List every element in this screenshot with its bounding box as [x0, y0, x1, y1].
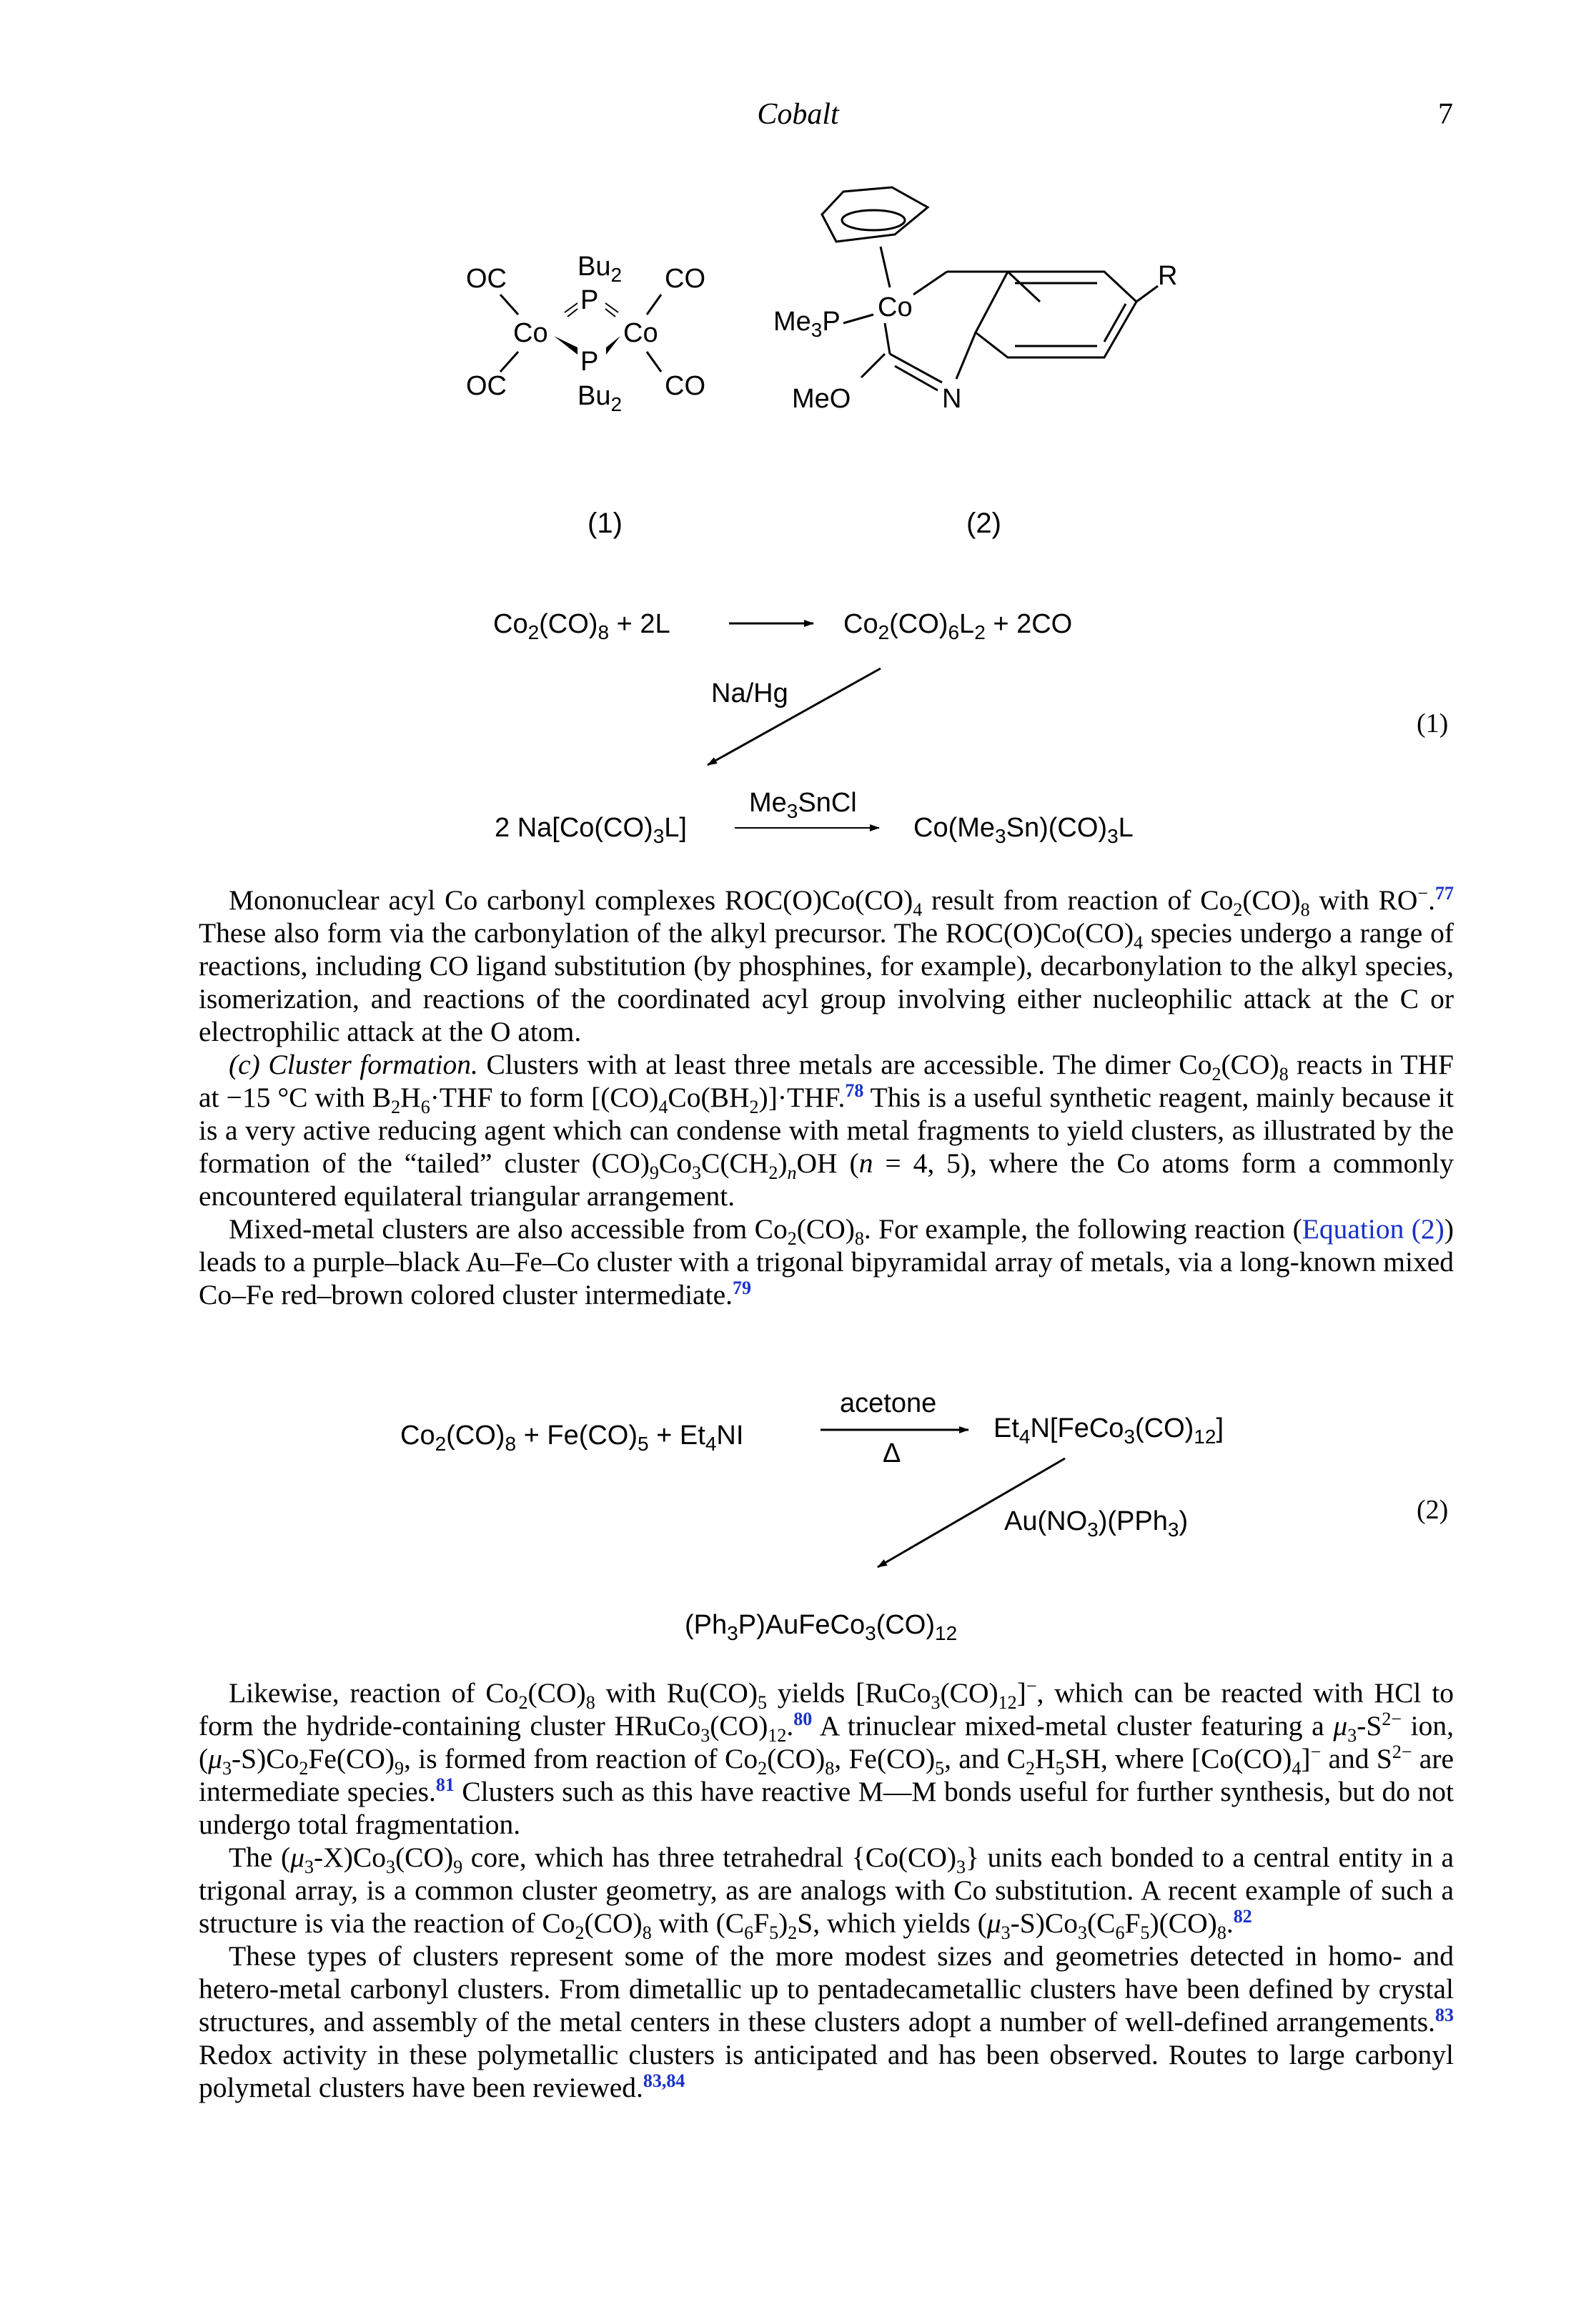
eq2-number: (2): [1417, 1495, 1449, 1525]
structure-2: [773, 187, 1177, 539]
s2-n: N: [942, 384, 962, 414]
s1-co-bottom-right: CO: [665, 371, 705, 401]
s2-meo: MeO: [792, 384, 851, 414]
eq2-reagent-diag: $Au(NO_3)(PPh_3)$: [1004, 1506, 1189, 1541]
eq1-reagent-2: $Me_3SnCl$: [749, 788, 857, 822]
s1-co-right: Co: [623, 318, 658, 348]
eq1-number: (1): [1417, 708, 1449, 739]
ref-83-84[interactable]: 83,84: [643, 2070, 685, 2091]
para-cluster: (c) Cluster formation. Clusters with at least three metals are accessible. The dimer $Co_2(CO)_8$ reacts in THF at −15 °C with $B_2H_6\cdot THF$ to form $[(CO)_4Co(BH_2)]\cdot THF.^{78}$ This is a useful synthetic reagent, mainly because it is a very active reducing agent which can condense with metal fragments to yield clusters, as illustrated by the formation of the “tailed” cluster $(CO)_9Co_3C(CH_2)_nOH$ (n = 4, 5), where the Co atoms form a commonly encountered equilateral triangular arrangement.: [199, 1049, 1454, 1212]
equation-2-link[interactable]: Equation (2): [1302, 1213, 1444, 1245]
structure-1: [466, 252, 705, 539]
s1-p-top: P: [580, 285, 599, 315]
equation-1: [493, 609, 1134, 847]
ref-77[interactable]: 77: [1434, 882, 1454, 904]
ref-78[interactable]: 78: [845, 1080, 864, 1101]
equation-2: [400, 1388, 1224, 1644]
label-1: (1): [588, 508, 623, 539]
ref-80[interactable]: 80: [793, 1708, 813, 1729]
ref-82[interactable]: 82: [1233, 1905, 1252, 1927]
s1-p-bottom: P: [580, 347, 599, 377]
s1-co-bottom-left: OC: [466, 371, 507, 401]
eq1-reactants: $Co_2(CO)_8 + 2L$: [493, 609, 670, 643]
running-head: Cobalt: [757, 98, 839, 131]
eq1-salt: 2 $Na[Co(CO)_3L]$: [495, 813, 687, 847]
s2-co: Co: [878, 292, 913, 322]
para-core: The $(\mu_3-X)Co_3(CO)_9$ core, which has three tetrahedral $\{Co(CO)_3\}$ units each bonded to a central entity in a trigonal array, is a common cluster geometry, as are analogs with Co substitution. A recent example of such a structure is via the reaction of $Co_2(CO)_8$ with $(C_6F_5)_2S$, which yields $(\mu_3-S)Co_3(C_6F_5)(CO)_8.^{82}$: [199, 1842, 1454, 1943]
para-types: These types of clusters represent some of the more modest sizes and geometries detected in homo- and hetero-metal carbonyl clusters. From dimetallic up to pentadecametallic clusters have been defined by crystal structures, and assembly of the metal centers in these clusters adopt a number of well-defined arrangements.$^{83}$ Redox activity in these polymetallic clusters is anticipated and has been observed. Routes to large carbonyl polymetal clusters have been reviewed.$^{83,84}$: [199, 1940, 1454, 2103]
s1-bu-top: $Bu_2$: [578, 252, 623, 286]
page-number: 7: [1438, 98, 1453, 131]
ref-83[interactable]: 83: [1435, 2004, 1454, 2025]
body-block-1: [199, 884, 1454, 1311]
eq1-reagent-diag: Na/Hg: [711, 678, 788, 708]
ref-79[interactable]: 79: [732, 1277, 751, 1298]
eq2-final: $(Ph_3P)AuFeCo_3(CO)_{12}$: [685, 1610, 958, 1644]
para-acyl: Mononuclear acyl Co carbonyl complexes $ROC(O)Co(CO)_4$ result from reaction of $Co_2(CO)_8$ with RO−.$^{77}$ These also form via the carbonylation of the alkyl precursor. The $ROC(O)Co(CO)_4$ species undergo a range of reactions, including CO ligand substitution (by phosphines, for example), decarbonylation to the alkyl species, isomerization, and reactions of the coordinated acyl group involving either nucleophilic attack at the C or electrophilic attack at the O atom.: [199, 882, 1454, 1047]
para-likewise: Likewise, reaction of $Co_2(CO)_8$ with $Ru(CO)_5$ yields $[RuCo_3(CO)_{12}]^-$, which can be reacted with HCl to form the hydride-containing cluster $HRuCo_3(CO)_{12}.^{80}$ A trinuclear mixed-metal cluster featuring a $\mu_3-S^{2-}$ ion, $(\mu_3-S)Co_2Fe(CO)_9$, is formed from reaction of $Co_2(CO)_8$, $Fe(CO)_5$, and $C_2H_5SH$, where $[Co(CO)_4]^-$ and $S^{2-}$ are intermediate species.$^{81}$ Clusters such as this have reactive M—M bonds useful for further synthesis, but do not undergo total fragmentation.: [199, 1675, 1454, 1840]
cluster-heading: (c) Cluster formation.: [229, 1049, 478, 1080]
s1-co-top-left: OC: [466, 264, 507, 294]
s2-pme3: $Me_3P$: [773, 307, 841, 341]
body-block-2: [199, 1676, 1454, 2104]
eq2-above-arrow: acetone: [840, 1388, 937, 1418]
eq1-final: $Co(Me_3Sn)(CO)_3L$: [913, 813, 1134, 847]
para-mixed: Mixed-metal clusters are also accessible from $Co_2(CO)_8$. For example, the following reaction (Equation (2)) leads to a purple–black Au–Fe–Co cluster with a trigonal bipyramidal array of metals, via a long-known mixed Co–Fe red–brown colored cluster intermediate.$^{79}$: [199, 1213, 1454, 1310]
s1-co-left: Co: [513, 318, 548, 348]
eq1-product: $Co_2(CO)_6L_2 + 2CO$: [843, 609, 1073, 643]
label-2: (2): [966, 508, 1001, 539]
ref-81[interactable]: 81: [435, 1774, 455, 1795]
eq2-below-arrow: Δ: [883, 1438, 901, 1468]
s2-r: R: [1158, 261, 1178, 291]
eq2-reactants: $Co_2(CO)_8 + Fe(CO)_5 + Et_4NI$: [400, 1421, 744, 1455]
eq2-product: $Et_4N[FeCo_3(CO)_{12}]$: [993, 1413, 1224, 1448]
s1-bu-bottom: $Bu_2$: [578, 381, 623, 415]
s1-co-top-right: CO: [665, 264, 705, 294]
